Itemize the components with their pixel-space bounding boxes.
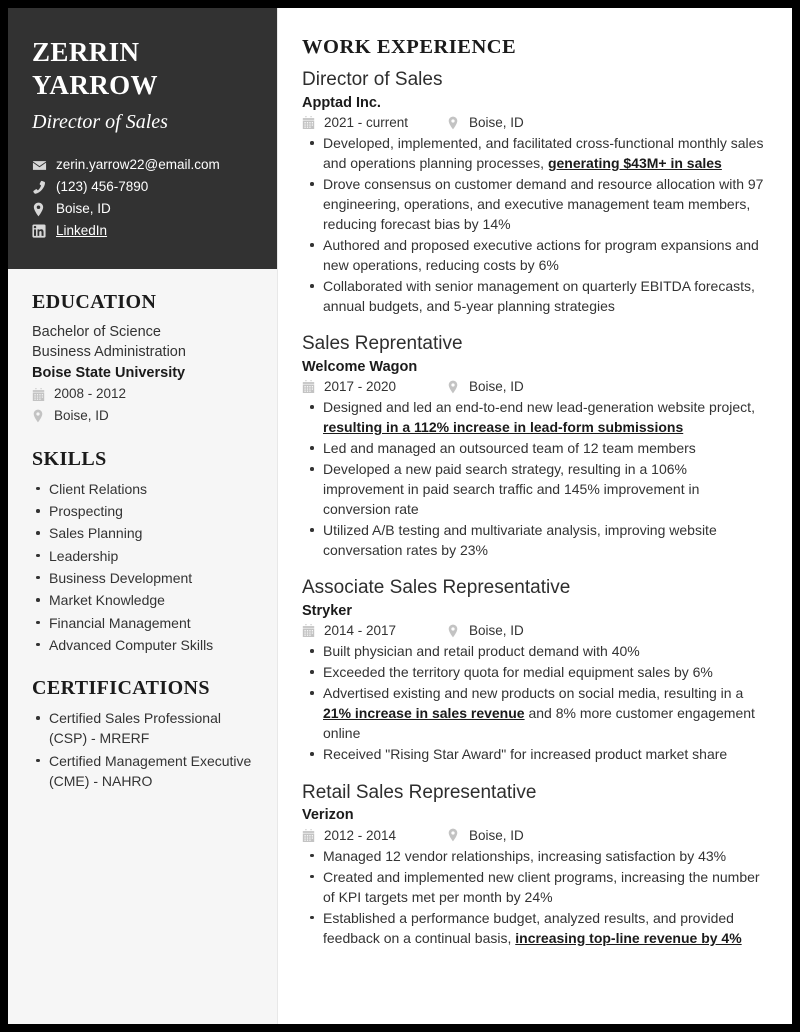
education-dates: 2008 - 2012	[54, 386, 127, 402]
calendar-icon	[302, 380, 318, 393]
job-dates-row	[302, 623, 447, 638]
job-company: Stryker	[302, 603, 352, 620]
job-meta	[302, 115, 770, 130]
job-dates-row	[302, 828, 447, 843]
location-pin-icon	[447, 380, 463, 394]
job-role: Sales Reprentative	[302, 333, 463, 355]
job-dates: 2021 - current	[324, 115, 409, 131]
job-company: Verizon	[302, 807, 354, 824]
bullet-item: Developed a new paid search strategy, resulting in a 106% improvement in paid search traffic and 145% improvement in conversion rate	[302, 459, 770, 519]
contact-linkedin[interactable]	[32, 221, 253, 242]
job-company: Apptad Inc.	[302, 94, 381, 111]
work-experience-heading: WORK EXPERIENCE	[302, 36, 517, 58]
bullet-item: Utilized A/B testing and multivariate analysis, improving website conversation rates by 23%	[302, 520, 770, 560]
work-experience-entry	[302, 781, 770, 948]
list-item: Leadership	[32, 546, 253, 566]
contact-phone	[32, 177, 253, 198]
certifications-section	[32, 677, 253, 791]
main-content	[278, 8, 792, 1024]
first-name: ZERRIN	[32, 37, 140, 67]
sidebar-header	[8, 8, 277, 269]
job-dates: 2017 - 2020	[324, 379, 397, 395]
list-item: Financial Management	[32, 613, 253, 633]
calendar-icon	[302, 116, 318, 129]
location-pin-icon	[447, 116, 463, 130]
last-name: YARROW	[32, 69, 158, 100]
list-item: Client Relations	[32, 479, 253, 499]
job-bullets	[302, 641, 770, 764]
education-location-row	[32, 406, 253, 426]
work-experience-entry	[302, 68, 770, 316]
calendar-icon	[302, 829, 318, 842]
list-item: Certified Management Executive (CME) - NAHRO	[32, 751, 253, 792]
job-location: Boise, ID	[469, 379, 524, 395]
list-item: Business Development	[32, 568, 253, 588]
linkedin-icon	[32, 224, 49, 238]
bullet-item: Drove consensus on customer demand and resource allocation with 97 engineering, operations, and executive management team members, reducing forecast bias by 14%	[302, 174, 770, 234]
job-role: Retail Sales Representative	[302, 781, 537, 803]
work-experience-list	[302, 68, 770, 948]
job-meta	[302, 828, 770, 843]
skills-list	[32, 479, 253, 655]
bullet-item: Authored and proposed executive actions for program expansions and new operations, reducing costs by 6%	[302, 235, 770, 275]
job-meta	[302, 379, 770, 394]
sidebar	[8, 8, 278, 1024]
bullet-highlight: resulting in a 112% increase in lead-form submissions	[323, 419, 684, 436]
list-item: Sales Planning	[32, 523, 253, 543]
education-degree: Bachelor of Science	[32, 323, 161, 340]
skills-heading: SKILLS	[32, 447, 107, 470]
work-experience-entry	[302, 576, 770, 764]
education-school: Boise State University	[32, 364, 186, 381]
bullet-item: Received "Rising Star Award" for increased product market share	[302, 744, 770, 764]
bullet-item: Exceeded the territory quota for medial equipment sales by 6%	[302, 662, 770, 682]
contact-location-label: Boise, ID	[56, 200, 111, 216]
resume-page	[8, 8, 792, 1024]
job-dates-row	[302, 379, 447, 394]
job-dates-row	[302, 115, 447, 130]
certifications-heading: CERTIFICATIONS	[32, 677, 210, 700]
location-pin-icon	[32, 202, 49, 217]
list-item: Certified Sales Professional (CSP) - MRERF	[32, 708, 253, 749]
certifications-list	[32, 708, 253, 791]
job-role: Associate Sales Representative	[302, 577, 571, 599]
job-location-row	[447, 379, 524, 394]
bullet-item: Developed, implemented, and facilitated cross-functional monthly sales and operations planning processes, generating $43M+ in sales	[302, 133, 770, 173]
job-meta	[302, 623, 770, 638]
bullet-item: Built physician and retail product demand with 40%	[302, 641, 770, 661]
profile-subtitle: Director of Sales	[32, 110, 168, 133]
work-experience-entry	[302, 332, 770, 560]
job-location-row	[447, 623, 524, 638]
job-company: Welcome Wagon	[302, 358, 418, 375]
calendar-icon	[32, 388, 48, 401]
bullet-item: Designed and led an end-to-end new lead-generation website project, resulting in a 112% increase in lead-form submissions	[302, 397, 770, 437]
job-location: Boise, ID	[469, 827, 524, 843]
skills-section	[32, 448, 253, 655]
bullet-item: Established a performance budget, analyzed results, and provided feedback on a continual basis, increasing top-line revenue by 4%	[302, 908, 770, 948]
contact-linkedin-label[interactable]: LinkedIn	[56, 222, 108, 238]
sidebar-body	[8, 269, 277, 792]
calendar-icon	[302, 624, 318, 637]
page-title	[32, 36, 253, 102]
bullet-item: Managed 12 vendor relationships, increasing satisfaction by 43%	[302, 846, 770, 866]
job-bullets	[302, 133, 770, 316]
phone-icon	[32, 180, 49, 194]
bullet-item: Led and managed an outsourced team of 12 team members	[302, 438, 770, 458]
envelope-icon	[32, 158, 49, 173]
job-role: Director of Sales	[302, 69, 443, 90]
job-bullets	[302, 846, 770, 948]
bullet-highlight: increasing top-line revenue by 4%	[515, 929, 742, 946]
contact-email-label: zerin.yarrow22@email.com	[56, 156, 220, 172]
education-location: Boise, ID	[54, 407, 109, 423]
location-pin-icon	[32, 409, 48, 423]
list-item: Market Knowledge	[32, 590, 253, 610]
bullet-highlight: 21% increase in sales revenue	[323, 705, 525, 722]
education-dates-row	[32, 384, 253, 404]
list-item: Prospecting	[32, 501, 253, 521]
contact-list	[32, 155, 253, 242]
education-field: Business Administration	[32, 344, 186, 361]
job-bullets	[302, 397, 770, 560]
bullet-item: Created and implemented new client programs, increasing the number of KPI targets met per month by 24%	[302, 867, 770, 907]
list-item: Advanced Computer Skills	[32, 635, 253, 655]
job-dates: 2012 - 2014	[324, 827, 397, 843]
bullet-highlight: generating $43M+ in sales	[547, 155, 722, 172]
bullet-item: Advertised existing and new products on social media, resulting in a 21% increase in sales revenue and 8% more customer engagement online	[302, 683, 770, 743]
contact-location	[32, 199, 253, 220]
job-location-row	[447, 115, 524, 130]
education-heading: EDUCATION	[32, 290, 157, 313]
education-section	[32, 291, 253, 426]
job-dates: 2014 - 2017	[324, 623, 397, 639]
contact-email	[32, 155, 253, 176]
location-pin-icon	[447, 624, 463, 638]
bullet-item: Collaborated with senior management on quarterly EBITDA forecasts, annual budgets, and 5-year planning strategies	[302, 276, 770, 316]
job-location: Boise, ID	[469, 115, 524, 131]
job-location-row	[447, 828, 524, 843]
contact-phone-label: (123) 456-7890	[56, 178, 149, 194]
location-pin-icon	[447, 828, 463, 842]
job-location: Boise, ID	[469, 623, 524, 639]
